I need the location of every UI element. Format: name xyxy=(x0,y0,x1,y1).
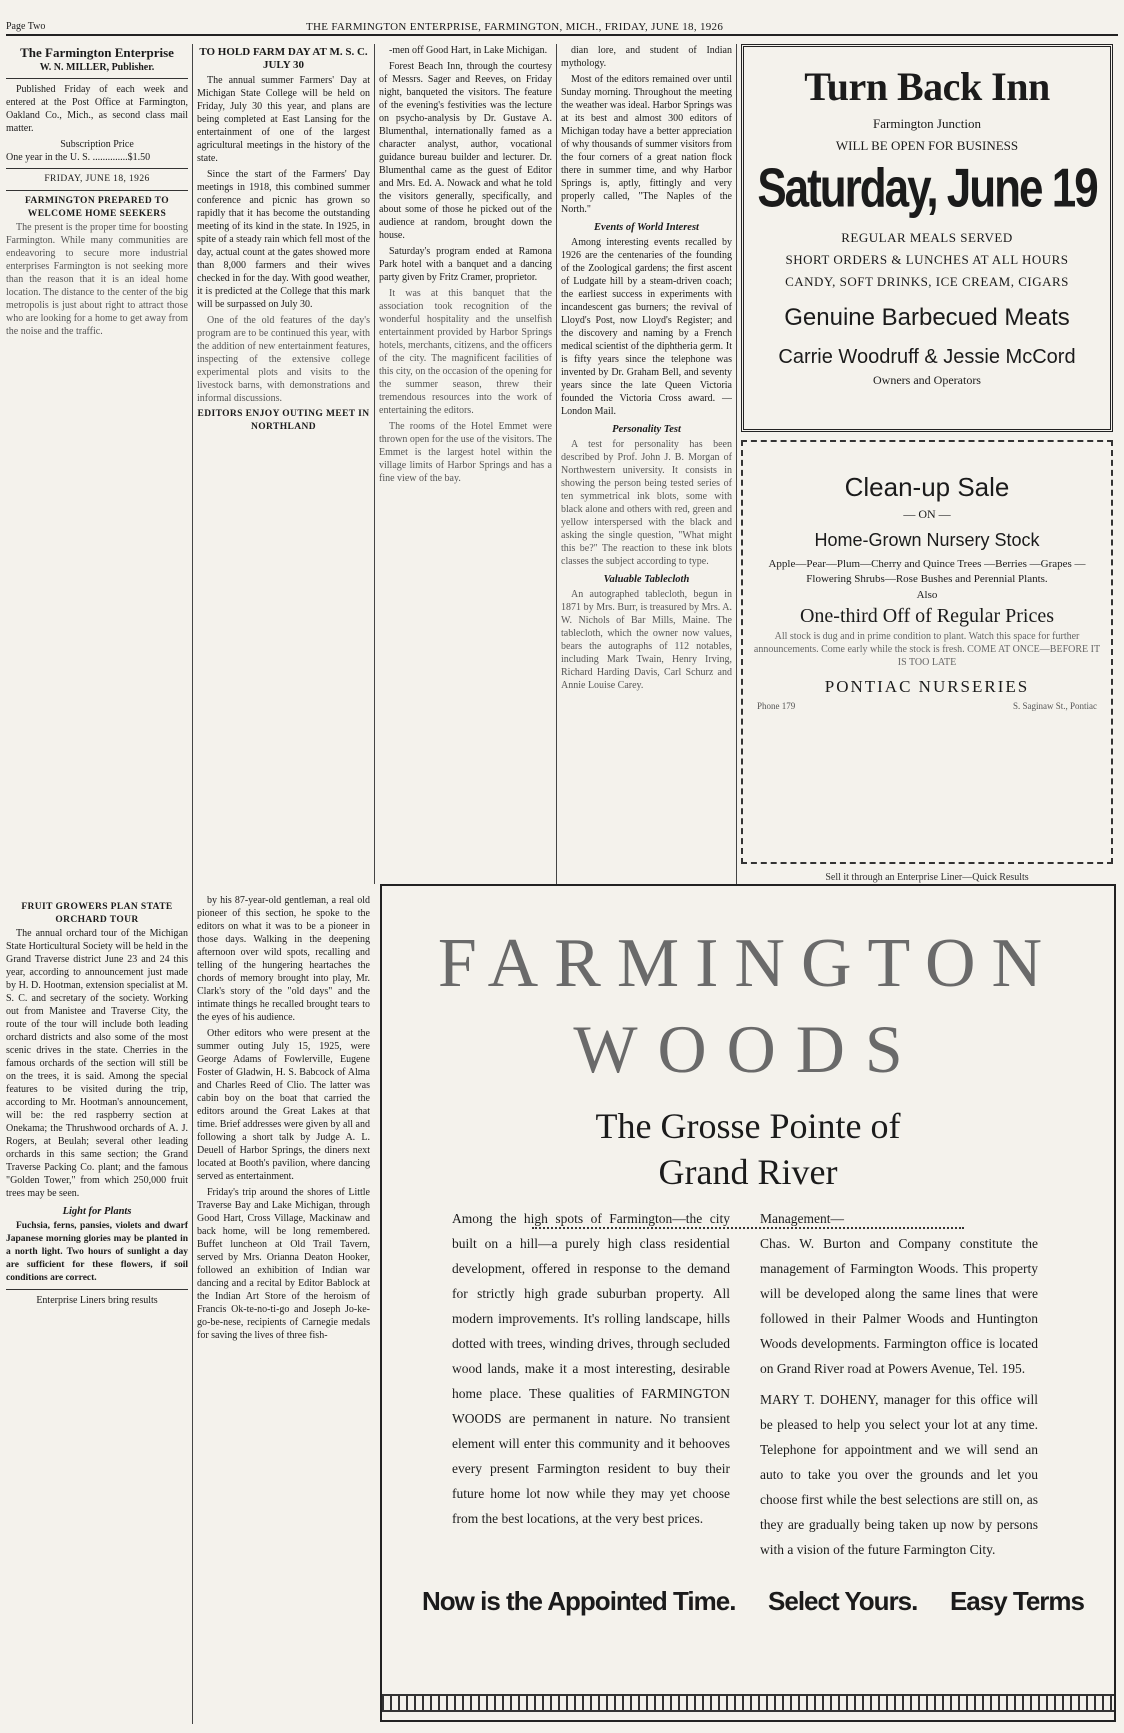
sale-discount: One-third Off of Regular Prices xyxy=(799,605,1054,627)
inn-open-date: Saturday, June 19 xyxy=(757,157,1097,219)
page-label: Page Two xyxy=(6,21,46,32)
publisher: W. N. MILLER, Publisher. xyxy=(39,62,155,73)
turn-back-inn-ad xyxy=(741,44,1113,432)
blank-space xyxy=(197,434,370,894)
article-body: It was at this banquet that the association took recognition of the wonderful hospitality and the unselfish entertainment provided by Harbor Springs hotels, merchants, citizens, and the officers of the city. The magnificent facilities of this city, on the occasion of the opening for the summer season, threw their tremendous resources into the work of entertaining the editors. xyxy=(379,288,552,416)
article-headline: EDITORS ENJOY OUTING MEET IN NORTHLAND xyxy=(197,409,370,432)
divider xyxy=(6,1289,188,1290)
article-body: Most of the editors remained over until Sunday morning. Throughout the meeting the weather was ideal. Harbor Springs was at its best and almost 300 editors of Michigan today have a better appreciation of why thousands of summer visitors from the four corners of a great nation flock there in summer time, and why Harbor Springs is, aptly, fittingly and very properly called, "The Naples of the North." xyxy=(561,74,732,215)
article-headline: Valuable Tablecloth xyxy=(603,574,690,585)
inn-operators: Owners and Operators xyxy=(873,373,981,387)
liners-line: Sell it through an Enterprise Liner—Quick Results xyxy=(825,872,1029,883)
inn-bbq: Genuine Barbecued Meats xyxy=(784,304,1070,331)
cta-select-yours: Select Yours. xyxy=(768,1586,918,1616)
column-1 xyxy=(6,44,188,1724)
article-body: by his 87-year-old gentleman, a real old pioneer of this section, he spoke to the editors on what it was to be a pioneer in those days. Walking in the deepening afternoon over wild spots, recalling and telling of the hungering heartaches the chords of memory brought into play, Mr. Clark's story of the "old days" and the intimate things he recalled brought tears to the eyes of his audience. xyxy=(197,895,370,1023)
article-body: dian lore, and student of Indian mythology. xyxy=(561,45,732,69)
article-body: -men off Good Hart, in Lake Michigan. xyxy=(389,45,548,56)
nursery-phone: Phone 179 xyxy=(757,701,796,711)
article-body: Saturday's program ended at Ramona Park hotel with a banquet and a dancing party given by Fritz Cramer, proprietor. xyxy=(379,246,552,283)
woods-tagline-1: The Grosse Pointe of xyxy=(595,1106,901,1146)
article-body: Other editors who were present at the summer outing July 15, 1925, were George Adams of Fowlerville, Eugene Foster of Gladwin, H. S. Babcock of Alma and Charles Reed of Clio. The latter was cabin boy on the boat that carried the editors around the Great Lakes at that time. Brief addresses were given by all and following a short talk by Judge A. L. Deuell of Harbor Springs, the diners next located at Booth's pavilion, where dancing served as entertainment. xyxy=(197,1028,370,1182)
column-4 xyxy=(561,44,732,874)
article-body: Since the start of the Farmers' Day meetings in 1918, this combined summer conference and picnic has grown so rapidly that it has become the outstanding meeting of its kind in the state. In 1925, in spite of a steady rain which fell most of the day, actual count at the gates showed more than 8,000 farmers and their wives checked in for the day. With good weather, it is predicted at the College that this mark will be surpassed on July 30. xyxy=(197,169,370,310)
sale-title: Clean-up Sale xyxy=(844,472,1010,502)
article-body: The annual orchard tour of the Michigan State Horticultural Society will be held in the Grand Traverse district June 23 and 24 this year, according to announcement just made by H. D. Hootman, extension specialist at M. S. C. and secretary of the society. Working out from Manistee and Traverse City, the route of the tour will include both leading orchard districts and also some of the most scenic drives in the state. Cherries in the famous orchards of the section will still be on the trees, it is said. Among the special features to be visited during the trip, according to Mr. Hootman's announcement, will be: the red raspberry section at Onekama; the Thrushwood orchards of A. J. Rogers, at Beulah; several other leading orchards in this same section; the Grand Traverse Packing Co. plant; and the famous "Golden Tower," from which 250,000 fruit trees may be seen. xyxy=(6,928,188,1199)
woods-description: Among the high spots of Farmington—the city built on a hill—a purely high class residential development, offered in response to the demand for strictly high grade suburban property. All modern improvements. It's rolling landscape, hills dotted with trees, winding drives, through secluded wood lands, make it a most interesting, desirable home place. These qualities of FARMINGTON WOODS are permanent in nature. No transient element will enter this community and it behooves every present Farmington resident to buy their future home lot now while they may yet choose from the best locations, at the very best prices. xyxy=(452,1211,730,1526)
article-headline: FARMINGTON PREPARED TO WELCOME HOME SEEKERS xyxy=(24,196,170,219)
column-rule xyxy=(374,44,375,884)
column-rule xyxy=(736,44,737,884)
paper-name: The Farmington Enterprise xyxy=(20,45,174,60)
blank-space xyxy=(6,341,188,901)
woods-left-text xyxy=(452,1206,730,1537)
article-headline: Events of World Interest xyxy=(594,222,699,233)
article-body: An autographed tablecloth, begun in 1871 by Mrs. Burr, is treasured by Mrs. A. W. Nichols of Bar Mills, Maine. The tablecloth, which the owner now values, bears the autographs of 112 notables, including Mark Twain, Henry Irving, Richard Harding Davis, Carl Schurz and Annie Louise Carey. xyxy=(561,589,732,691)
column-3 xyxy=(379,44,552,874)
subscription-head: Subscription Price xyxy=(60,139,134,150)
woods-name-line-2: WOODS xyxy=(573,1011,923,1087)
nursery-address: S. Saginaw St., Pontiac xyxy=(1012,701,1097,711)
article-body: Among interesting events recalled by 1926 are the centenaries of the founding of the Zoological gardens; the first ascent of Ludgate hill by a steam-driven coach; the earliest success in experiments with incandescent gas burners; the revival of Lloyd's Post, now Lloyd's Register; and the discovery and naming by a French medical scientist of the diphtheria germ. It is fifty years since the telephone was invented by Dr. Graham Bell, and seventy years since the late Queen Victoria founded the Victoria Cross award. —London Mail. xyxy=(561,237,732,417)
article-body: The annual summer Farmers' Day at Michigan State College will be held on Friday, July 30 this year, and plans are being completed at East Lansing for the entertainment of one of the largest agricultural meetings in the history of the state. xyxy=(197,75,370,164)
publication-note: Published Friday of each week and entered at the Post Office at Farmington, Oakland Co., Mich., as second class mail matter. xyxy=(6,84,188,134)
article-body: Friday's trip around the shores of Little Traverse Bay and Lake Michigan, through Good Hart, Cross Village, Mackinaw and back home, will be long remembered. Buffet luncheon at Old Trail Tavern, served by Mrs. Orianna Deaton Hooker, followed an exhibition of Indian war dancing and a recital by Editor Bablock at the Indian Art Store of the heroism of Francis Ok-te-no-ti-go and Joseph Jo-ke-go-be-nese, recipients of Carnegie medals for saving the lives of three fish- xyxy=(197,1187,370,1341)
article-headline: FRUIT GROWERS PLAN STATE ORCHARD TOUR xyxy=(21,902,173,925)
masthead xyxy=(6,14,1118,36)
woods-name-line-1: FARMINGTON xyxy=(437,925,1059,1002)
article-body: One of the old features of the day's program are to be continued this year, with the addition of new entertainment features, inspecting of the extensive college experimental plots and visits to the livestock barns, with demonstrations and informal discussions. xyxy=(197,315,370,404)
woods-management-head: Management— xyxy=(760,1211,844,1226)
divider xyxy=(6,168,188,169)
column-2 xyxy=(197,44,370,1724)
inn-orders: SHORT ORDERS & LUNCHES AT ALL HOURS xyxy=(785,252,1069,267)
column-rule xyxy=(192,44,193,1724)
woods-manager-text: MARY T. DOHENY, manager for this office will be pleased to help you select your lot at any time. Telephone for appointment and we will send an auto to take you over the grounds and let you choose first while the best selections are still on, as they are gradually being taken up now by persons with a vision of the future Farmington City. xyxy=(760,1392,1038,1557)
sale-items: Apple—Pear—Plum—Cherry and Quince Trees —Berries —Grapes — Flowering Shrubs—Rose Bushes and Perennial Plants. xyxy=(768,558,1086,585)
footer-line: Enterprise Liners bring results xyxy=(36,1295,158,1306)
sale-stock: Home-Grown Nursery Stock xyxy=(814,530,1040,550)
inn-candy: CANDY, SOFT DRINKS, ICE CREAM, CIGARS xyxy=(785,274,1069,289)
subscription-price: One year in the U. S. ..............$1.50 xyxy=(6,152,151,163)
ornamental-border xyxy=(382,1694,1114,1712)
sale-on: — ON — xyxy=(903,507,951,521)
woods-management-text: Chas. W. Burton and Company constitute the management of Farmington Woods. This property will be developed along the same lines that were followed in their Palmer Woods and Huntington Woods developments. Farmington office is located on Grand River road at Powers Avenue, Tel. 195. xyxy=(760,1236,1038,1376)
nursery-contact xyxy=(743,701,1111,711)
article-headline: TO HOLD FARM DAY AT M. S. C. JULY 30 xyxy=(199,46,368,71)
column-rule xyxy=(556,44,557,884)
running-head: THE FARMINGTON ENTERPRISE, FARMINGTON, MICH., FRIDAY, JUNE 18, 1926 xyxy=(306,21,724,33)
divider xyxy=(6,78,188,79)
sale-fine-print: All stock is dug and in prime condition to plant. Watch this space for further announcements. Come early while the stock is fresh. COME AT ONCE—BEFORE IT IS TOO LATE xyxy=(753,631,1101,668)
article-body: Fuchsia, ferns, pansies, violets and dwarf Japanese morning glories may be planted in a north light. Two hours of sunlight a day are sufficient for these flowers, if soil conditions are correct. xyxy=(6,1221,188,1283)
inn-location: Farmington Junction xyxy=(873,116,981,131)
inn-owners: Carrie Woodruff & Jessie McCord xyxy=(778,346,1076,368)
inn-meals: REGULAR MEALS SERVED xyxy=(841,230,1013,245)
divider xyxy=(6,190,188,191)
woods-right-text xyxy=(760,1206,1038,1568)
nursery-name: PONTIAC NURSERIES xyxy=(824,677,1030,696)
dateline: FRIDAY, JUNE 18, 1926 xyxy=(44,174,150,184)
article-headline: Personality Test xyxy=(612,424,681,435)
woods-call-to-action xyxy=(422,1586,1084,1617)
cta-easy-terms: Easy Terms xyxy=(949,1586,1084,1616)
article-body: The rooms of the Hotel Emmet were thrown open for the use of the visitors. The Emmet is the largest hotel within the village limits of Harbor Springs and has a fine view of the bay. xyxy=(379,421,552,484)
cleanup-sale-ad xyxy=(741,440,1113,864)
farmington-woods-ad xyxy=(380,884,1116,1722)
article-headline: Light for Plants xyxy=(62,1206,132,1217)
woods-tagline-2: Grand River xyxy=(658,1152,838,1192)
article-body: Forest Beach Inn, through the courtesy of Messrs. Sager and Reeves, on Friday night, banqueted the visitors. The feature of the evening's festivities was the lecture on psycho-analysis by Dr. Gustave A. Blumenthal, internationally famed as a character analyst, author, vocational guidance bureau builder and lecturer. Dr. Blumenthal came as the guest of Editor and Mrs. Ed. A. Nowack and what he told the visitors generally, specifically, and about some of those he picked out of the audience at random, brought down the house. xyxy=(379,61,552,241)
inn-name: Turn Back Inn xyxy=(804,64,1050,109)
article-body: A test for personality has been described by Prof. John J. B. Morgan of Northwestern university. It consists in showing the person being tested series of ten symmetrical ink blots, some with black alone and others with red, green and yellow interspersed with the black and asking the single question, "What might this be?" The reaction to these ink blots classes the subject according to type. xyxy=(561,439,732,567)
cta-appointed-time: Now is the Appointed Time. xyxy=(422,1586,736,1616)
sale-also: Also xyxy=(916,589,938,601)
inn-open-line: WILL BE OPEN FOR BUSINESS xyxy=(835,138,1019,153)
article-body: The present is the proper time for boosting Farmington. While many communities are endeavoring to secure more industrial enterprises Farmington is not seeking more than the reason that it is an ideal home location. The distance to the center of the big metropolis is just about right to attract those who are looking for a home to get away from the noise and the traffic. xyxy=(6,222,188,337)
